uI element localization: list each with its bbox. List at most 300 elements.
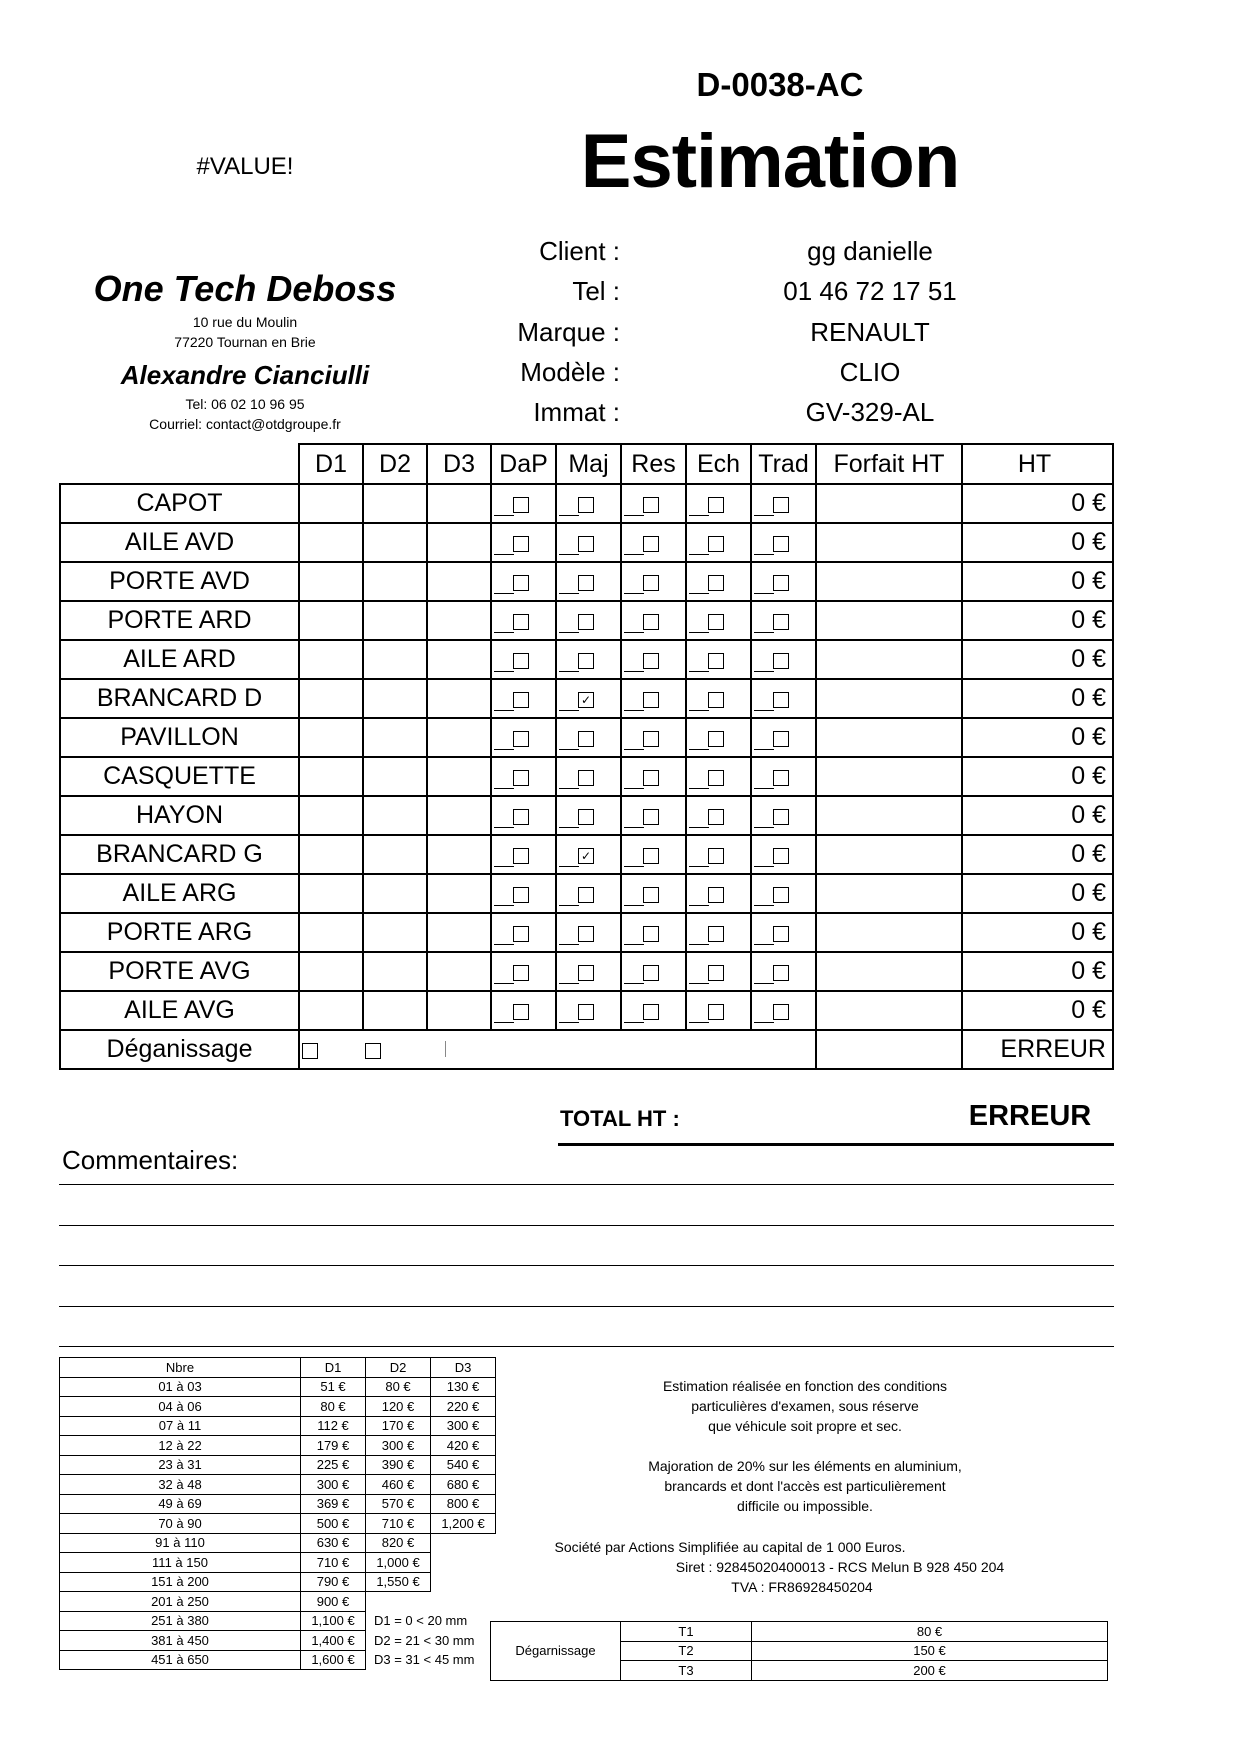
rates-nbre: 04 à 06: [60, 1397, 301, 1417]
cell-trad: [751, 796, 816, 835]
checkbox-ech[interactable]: [708, 887, 724, 903]
degarnissage-rates-table: [490, 1621, 1108, 1681]
depth-legend: D1 = 0 < 20 mm: [374, 1613, 468, 1629]
checkbox-trad[interactable]: [773, 770, 789, 786]
marque-value: RENAULT: [810, 317, 930, 347]
checkbox-dap[interactable]: [513, 1004, 529, 1020]
immat-label: Immat :: [533, 397, 620, 427]
cell-forfait[interactable]: [816, 679, 962, 718]
cell-forfait[interactable]: [816, 796, 962, 835]
cell-d1[interactable]: [299, 913, 363, 952]
row-label: PORTE AVD: [60, 562, 299, 601]
cell-maj: [556, 679, 621, 718]
degarnissage-price: 150 €: [752, 1641, 1108, 1661]
marque-label: Marque :: [517, 317, 620, 347]
cell-d2[interactable]: [363, 991, 427, 1030]
underline-mark: [754, 827, 774, 828]
cell-d1[interactable]: [299, 679, 363, 718]
underline-mark: [559, 788, 579, 789]
cell-d1[interactable]: [299, 874, 363, 913]
note-line: que véhicule soit propre et sec.: [708, 1418, 902, 1434]
checkbox-ech[interactable]: [708, 770, 724, 786]
checkbox-maj[interactable]: [578, 965, 594, 981]
cell-d1[interactable]: [299, 991, 363, 1030]
checkbox-dap[interactable]: [513, 536, 529, 552]
degarnissage-t3: [427, 1030, 491, 1069]
rates-row: [60, 1650, 496, 1670]
rates-d3: 420 €: [431, 1436, 496, 1456]
cell-d1[interactable]: [299, 640, 363, 679]
checkbox-ech[interactable]: [708, 497, 724, 513]
checkbox-trad[interactable]: [773, 965, 789, 981]
underline-mark: [559, 866, 579, 867]
note-line: Siret : 92845020400013 - RCS Melun B 928 450 204: [675, 1559, 1005, 1575]
rates-d2: 570 €: [366, 1494, 431, 1514]
underline-mark: [689, 671, 709, 672]
cell-d3[interactable]: [427, 562, 491, 601]
checkbox-dap[interactable]: [513, 575, 529, 591]
checkbox-trad[interactable]: [773, 692, 789, 708]
checkbox-ech[interactable]: [708, 848, 724, 864]
cell-forfait[interactable]: [816, 835, 962, 874]
underline-mark: [624, 983, 644, 984]
table-row: [60, 874, 1113, 913]
checkbox-res[interactable]: [643, 965, 659, 981]
cell-maj: [556, 640, 621, 679]
row-label: HAYON: [60, 796, 299, 835]
checkbox-res[interactable]: [643, 809, 659, 825]
underline-mark: [559, 827, 579, 828]
checkbox-res[interactable]: [643, 692, 659, 708]
rates-d2: 1,000 €: [366, 1553, 431, 1573]
cell-res: [621, 913, 686, 952]
checkbox-ech[interactable]: [708, 653, 724, 669]
checkbox-res[interactable]: [643, 1004, 659, 1020]
degarnissage-blank: [491, 1030, 816, 1069]
cell-d3[interactable]: [427, 718, 491, 757]
company-address-1: 10 rue du Moulin: [192, 314, 298, 330]
table-row: [60, 601, 1113, 640]
cell-maj: [556, 484, 621, 523]
cell-d1[interactable]: [299, 523, 363, 562]
cell-d1[interactable]: [299, 796, 363, 835]
degarnissage-tier: T2: [621, 1641, 752, 1661]
rates-d3: [431, 1533, 496, 1553]
cell-d2[interactable]: [363, 913, 427, 952]
cell-ech: [686, 835, 751, 874]
row-label: AILE AVG: [60, 991, 299, 1030]
degarnissage-rate-label: Dégarnissage: [491, 1622, 621, 1681]
cell-forfait[interactable]: [816, 952, 962, 991]
cell-ech: [686, 562, 751, 601]
cell-d3[interactable]: [427, 796, 491, 835]
underline-mark: [494, 788, 514, 789]
cell-res: [621, 562, 686, 601]
cell-trad: [751, 523, 816, 562]
cell-trad: [751, 601, 816, 640]
underline-mark: [624, 788, 644, 789]
underline-mark: [754, 983, 774, 984]
row-label: CAPOT: [60, 484, 299, 523]
cell-forfait[interactable]: [816, 640, 962, 679]
cell-trad: [751, 835, 816, 874]
client-label: Client :: [539, 236, 620, 266]
underline-mark: [689, 905, 709, 906]
cell-d1[interactable]: [299, 718, 363, 757]
note-line: Société par Actions Simplifiée au capital de 1 000 Euros.: [554, 1539, 906, 1555]
degarnissage-ht: ERREUR: [962, 1030, 1113, 1069]
cell-d3[interactable]: [427, 679, 491, 718]
rates-d2: 80 €: [366, 1377, 431, 1397]
cell-d1[interactable]: [299, 952, 363, 991]
rates-d2: 390 €: [366, 1455, 431, 1475]
checkbox-trad[interactable]: [773, 653, 789, 669]
cell-ht: 0 €: [962, 835, 1113, 874]
cell-ht: 0 €: [962, 757, 1113, 796]
cell-maj: [556, 718, 621, 757]
cell-res: [621, 718, 686, 757]
checkbox-res[interactable]: [643, 926, 659, 942]
rates-d3: 130 €: [431, 1377, 496, 1397]
cell-d3[interactable]: [427, 484, 491, 523]
cell-ech: [686, 796, 751, 835]
cell-d1[interactable]: [299, 601, 363, 640]
note-line: particulières d'examen, sous réserve: [691, 1398, 919, 1414]
cell-forfait[interactable]: [816, 913, 962, 952]
checkbox-res[interactable]: [643, 770, 659, 786]
underline-mark: [494, 671, 514, 672]
cell-trad: [751, 562, 816, 601]
cell-res: [621, 484, 686, 523]
table-row: [60, 679, 1113, 718]
table-row: [60, 913, 1113, 952]
cell-d1[interactable]: [299, 757, 363, 796]
checkbox-res[interactable]: [643, 653, 659, 669]
checkbox-maj[interactable]: ✓: [578, 692, 594, 708]
underline-mark: [494, 944, 514, 945]
underline-mark: [754, 632, 774, 633]
cell-ech: [686, 952, 751, 991]
rates-d1: 710 €: [301, 1553, 366, 1573]
cell-ech: [686, 991, 751, 1030]
checkbox-maj[interactable]: [578, 887, 594, 903]
underline-mark: [754, 515, 774, 516]
table-header-row: [60, 444, 1113, 484]
cell-ech: [686, 601, 751, 640]
header-ht: HT: [962, 444, 1113, 484]
rates-d1: 1,100 €: [301, 1611, 366, 1631]
underline-mark: [559, 593, 579, 594]
cell-res: [621, 952, 686, 991]
checkbox-dap[interactable]: [513, 809, 529, 825]
cell-d3[interactable]: [427, 913, 491, 952]
header-res: Res: [621, 444, 686, 484]
rates-nbre: 32 à 48: [60, 1475, 301, 1495]
checkbox-res[interactable]: [643, 497, 659, 513]
underline-mark: [754, 593, 774, 594]
underline-mark: [624, 1022, 644, 1023]
rates-d2: 300 €: [366, 1436, 431, 1456]
underline-mark: [754, 905, 774, 906]
checkbox-res[interactable]: [643, 536, 659, 552]
cell-trad: [751, 952, 816, 991]
rates-d3: 300 €: [431, 1416, 496, 1436]
checkbox-dap[interactable]: [513, 497, 529, 513]
checkbox-res[interactable]: [643, 614, 659, 630]
rates-row: [60, 1494, 496, 1514]
company-email: Courriel: contact@otdgroupe.fr: [149, 416, 341, 432]
checkbox-maj[interactable]: [578, 614, 594, 630]
underline-mark: [689, 827, 709, 828]
contact-person: Alexandre Cianciulli: [120, 360, 370, 390]
rates-d3: 540 €: [431, 1455, 496, 1475]
rates-nbre: 01 à 03: [60, 1377, 301, 1397]
cell-d3[interactable]: [427, 991, 491, 1030]
checkbox-ech[interactable]: [708, 536, 724, 552]
rates-d1: 500 €: [301, 1514, 366, 1534]
cell-d1[interactable]: [299, 835, 363, 874]
row-label: AILE AVD: [60, 523, 299, 562]
checkbox-dap[interactable]: [513, 653, 529, 669]
checkbox-maj[interactable]: [578, 1004, 594, 1020]
cell-ech: [686, 640, 751, 679]
degarnissage-checkbox-3[interactable]: [445, 1041, 446, 1057]
cell-d2[interactable]: [363, 874, 427, 913]
cell-res: [621, 523, 686, 562]
rates-d1: 1,400 €: [301, 1631, 366, 1651]
rates-header-d2: D2: [366, 1358, 431, 1378]
checkbox-dap[interactable]: [513, 887, 529, 903]
cell-forfait[interactable]: [816, 874, 962, 913]
cell-ech: [686, 718, 751, 757]
company-address-2: 77220 Tournan en Brie: [174, 334, 316, 350]
rates-row: [60, 1631, 496, 1651]
checkbox-trad[interactable]: [773, 848, 789, 864]
comment-line[interactable]: [59, 1306, 1114, 1307]
cell-d2[interactable]: [363, 796, 427, 835]
total-value: ERREUR: [968, 1100, 1092, 1132]
cell-forfait[interactable]: [816, 991, 962, 1030]
checkbox-trad[interactable]: [773, 536, 789, 552]
cell-d2[interactable]: [363, 640, 427, 679]
cell-maj: [556, 601, 621, 640]
cell-ech: [686, 913, 751, 952]
value-error-cell: #VALUE!: [196, 153, 294, 180]
checkbox-maj[interactable]: [578, 575, 594, 591]
underline-mark: [494, 827, 514, 828]
cell-forfait[interactable]: [816, 757, 962, 796]
comment-line[interactable]: [59, 1225, 1114, 1226]
rates-table: [59, 1357, 496, 1670]
checkbox-ech[interactable]: [708, 731, 724, 747]
checkbox-dap[interactable]: [513, 926, 529, 942]
rates-d1: 51 €: [301, 1377, 366, 1397]
cell-maj: [556, 991, 621, 1030]
cell-forfait[interactable]: [816, 601, 962, 640]
cell-maj: [556, 523, 621, 562]
checkbox-dap[interactable]: [513, 848, 529, 864]
table-row: [60, 718, 1113, 757]
rates-d3: [431, 1592, 496, 1612]
checkbox-trad[interactable]: [773, 497, 789, 513]
cell-d3[interactable]: [427, 523, 491, 562]
underline-mark: [689, 710, 709, 711]
row-label: PORTE ARG: [60, 913, 299, 952]
checkbox-trad[interactable]: [773, 887, 789, 903]
note-line: TVA : FR86928450204: [731, 1579, 873, 1595]
cell-d3[interactable]: [427, 640, 491, 679]
cell-forfait[interactable]: [816, 484, 962, 523]
underline-mark: [754, 554, 774, 555]
checkbox-trad[interactable]: [773, 614, 789, 630]
underline-mark: [689, 944, 709, 945]
cell-d3[interactable]: [427, 835, 491, 874]
degarnissage-price: 200 €: [752, 1661, 1108, 1681]
table-row: [60, 757, 1113, 796]
underline-mark: [494, 1022, 514, 1023]
cell-d2[interactable]: [363, 835, 427, 874]
cell-d2[interactable]: [363, 484, 427, 523]
table-row: [60, 796, 1113, 835]
checkbox-ech[interactable]: [708, 809, 724, 825]
cell-ht: 0 €: [962, 796, 1113, 835]
rates-row: [60, 1572, 496, 1592]
note-line: Majoration de 20% sur les éléments en aluminium,: [648, 1458, 962, 1474]
cell-d2[interactable]: [363, 523, 427, 562]
cell-res: [621, 679, 686, 718]
cell-d3[interactable]: [427, 601, 491, 640]
underline-mark: [624, 905, 644, 906]
degarnissage-tier: T3: [621, 1661, 752, 1681]
checkbox-res[interactable]: [643, 731, 659, 747]
rates-nbre: 12 à 22: [60, 1436, 301, 1456]
underline-mark: [754, 671, 774, 672]
checkbox-maj[interactable]: [578, 731, 594, 747]
cell-ht: 0 €: [962, 523, 1113, 562]
underline-mark: [494, 866, 514, 867]
table-row: [60, 484, 1113, 523]
checkbox-res[interactable]: [643, 848, 659, 864]
cell-dap: [491, 874, 556, 913]
checkbox-ech[interactable]: [708, 926, 724, 942]
cell-d3[interactable]: [427, 874, 491, 913]
cell-ht: 0 €: [962, 718, 1113, 757]
rates-row: [60, 1455, 496, 1475]
rates-nbre: 07 à 11: [60, 1416, 301, 1436]
checkbox-maj[interactable]: [578, 926, 594, 942]
rates-nbre: 111 à 150: [60, 1553, 301, 1573]
rates-d3: 220 €: [431, 1397, 496, 1417]
cell-forfait[interactable]: [816, 523, 962, 562]
checkbox-maj[interactable]: [578, 770, 594, 786]
degarnissage-forfait: [816, 1030, 962, 1069]
checkbox-maj[interactable]: [578, 536, 594, 552]
checkbox-maj[interactable]: [578, 809, 594, 825]
checkbox-maj[interactable]: [578, 497, 594, 513]
checkbox-ech[interactable]: [708, 575, 724, 591]
cell-forfait[interactable]: [816, 562, 962, 601]
cell-d2[interactable]: [363, 562, 427, 601]
comment-line[interactable]: [59, 1265, 1114, 1266]
rates-d3: 800 €: [431, 1494, 496, 1514]
cell-dap: [491, 484, 556, 523]
cell-ht: 0 €: [962, 952, 1113, 991]
cell-res: [621, 991, 686, 1030]
cell-dap: [491, 913, 556, 952]
rates-header-nbre: Nbre: [60, 1358, 301, 1378]
cell-d2[interactable]: [363, 679, 427, 718]
rates-d2: 120 €: [366, 1397, 431, 1417]
comment-line[interactable]: [59, 1346, 1114, 1347]
rates-d3: [431, 1572, 496, 1592]
rates-row: [60, 1533, 496, 1553]
underline-mark: [494, 710, 514, 711]
cell-dap: [491, 679, 556, 718]
degarnissage-checkbox-1[interactable]: [302, 1043, 318, 1059]
checkbox-res[interactable]: [643, 575, 659, 591]
checkbox-res[interactable]: [643, 887, 659, 903]
checkbox-dap[interactable]: [513, 731, 529, 747]
checkbox-trad[interactable]: [773, 1004, 789, 1020]
rates-d2: 710 €: [366, 1514, 431, 1534]
cell-d1[interactable]: [299, 562, 363, 601]
underline-mark: [624, 749, 644, 750]
checkbox-maj[interactable]: ✓: [578, 848, 594, 864]
checkbox-dap[interactable]: [513, 965, 529, 981]
cell-d2[interactable]: [363, 601, 427, 640]
underline-mark: [624, 554, 644, 555]
checkbox-maj[interactable]: [578, 653, 594, 669]
row-label: AILE ARG: [60, 874, 299, 913]
checkbox-trad[interactable]: [773, 809, 789, 825]
cell-ht: 0 €: [962, 991, 1113, 1030]
cell-res: [621, 796, 686, 835]
header-d3: D3: [427, 444, 491, 484]
checkbox-trad[interactable]: [773, 731, 789, 747]
cell-d3[interactable]: [427, 757, 491, 796]
underline-mark: [689, 515, 709, 516]
cell-trad: [751, 484, 816, 523]
cell-d3[interactable]: [427, 952, 491, 991]
degarnissage-checkbox-2[interactable]: [365, 1043, 381, 1059]
rates-d1: 369 €: [301, 1494, 366, 1514]
cell-d2[interactable]: [363, 718, 427, 757]
underline-mark: [559, 554, 579, 555]
cell-forfait[interactable]: [816, 718, 962, 757]
rates-row: [60, 1475, 496, 1495]
cell-d2[interactable]: [363, 952, 427, 991]
underline-mark: [624, 593, 644, 594]
company-phone: Tel: 06 02 10 96 95: [185, 396, 305, 412]
row-label: BRANCARD D: [60, 679, 299, 718]
underline-mark: [689, 593, 709, 594]
cell-d2[interactable]: [363, 757, 427, 796]
checkbox-trad[interactable]: [773, 926, 789, 942]
checkbox-ech[interactable]: [708, 614, 724, 630]
checkbox-ech[interactable]: [708, 965, 724, 981]
checkbox-ech[interactable]: [708, 1004, 724, 1020]
cell-ht: 0 €: [962, 913, 1113, 952]
checkbox-dap[interactable]: [513, 770, 529, 786]
checkbox-dap[interactable]: [513, 692, 529, 708]
checkbox-trad[interactable]: [773, 575, 789, 591]
checkbox-dap[interactable]: [513, 614, 529, 630]
degarnissage-rate-row: [491, 1622, 1108, 1642]
cell-dap: [491, 835, 556, 874]
checkbox-ech[interactable]: [708, 692, 724, 708]
cell-d1[interactable]: [299, 484, 363, 523]
comment-line[interactable]: [59, 1184, 1114, 1185]
